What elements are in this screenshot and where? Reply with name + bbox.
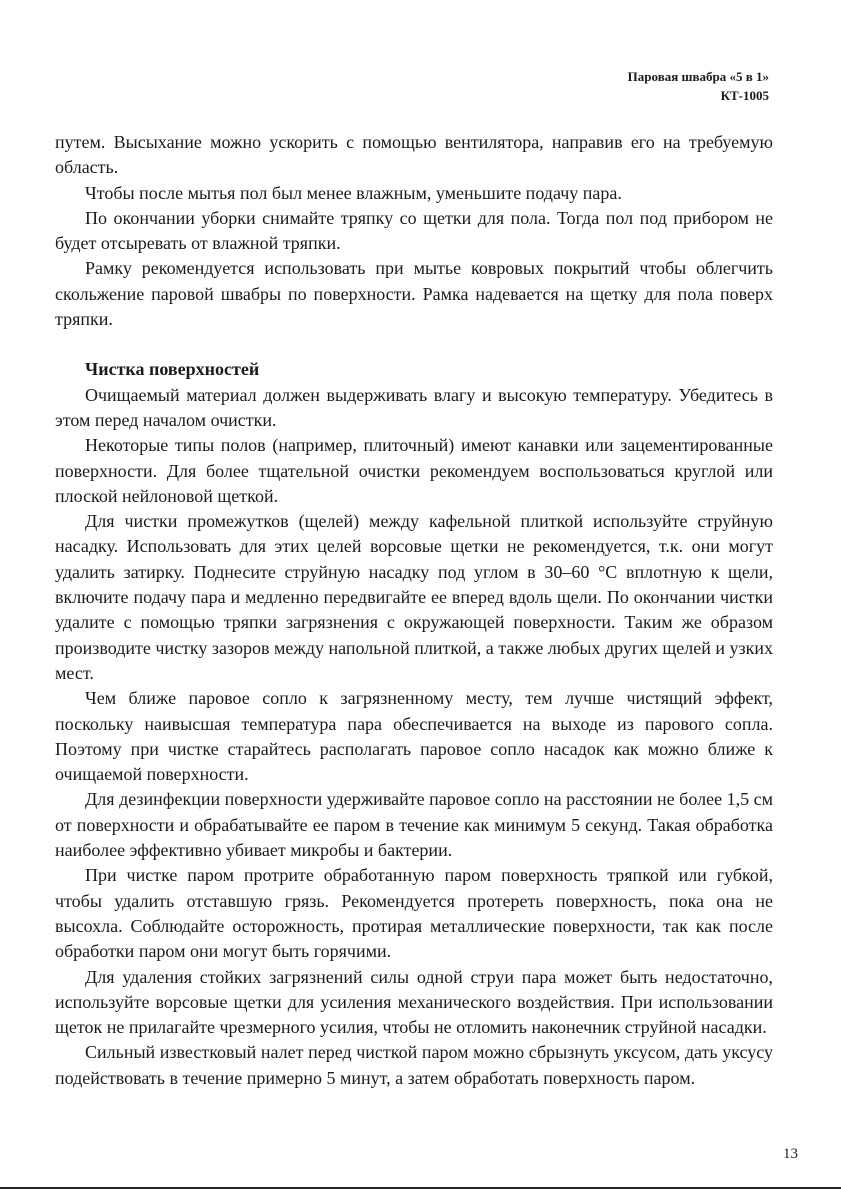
paragraph: Чтобы после мытья пол был менее влажным, уменьшите подачу пара.: [85, 182, 622, 203]
bottom-divider: [0, 1187, 841, 1189]
page-body: [55, 130, 773, 1091]
paragraph: Для чистки промежутков (щелей) между кафельной плиткой используйте струйную насадку. Использовать для этих целей ворсовые щетки не рекомендуется, т.к. они могут удалить затирку. Поднесите струйную насадку под углом в 30–60 °С вплотную к щели, включите подачу пара и медленно передвигайте ее вперед вдоль щели. По окончании чистки удалите с помощью тряпки загрязнения с окружающей поверхности. Таким же образом производите чистку зазоров между напольной плиткой, а также любых других щелей и узких мест.: [55, 511, 773, 683]
paragraph: Рамку рекомендуется использовать при мытье ковровых покрытий чтобы облегчить скольжение паровой швабры по поверхности. Рамка надевается на щетку для пола поверх тряпки.: [55, 258, 773, 330]
header-product-title: Паровая швабра «5 в 1»: [627, 69, 769, 84]
paragraph: Для удаления стойких загрязнений силы одной струи пара может быть недостаточно, используйте ворсовые щетки для усиления механического воздействия. При использовании щеток не прилагайте чрезмерного усилия, чтобы не отломить наконечник струйной насадки.: [55, 966, 773, 1038]
page-number: 13: [783, 1146, 798, 1162]
section-heading: Чистка поверхностей: [85, 359, 260, 380]
paragraph: Для дезинфекции поверхности удерживайте паровое сопло на расстоянии не более 1,5 см от поверхности и обрабатывайте ее паром в течение как минимум 5 секунд. Такая обработка наиболее эффективно убивает микробы и бактерии.: [55, 789, 773, 861]
paragraph: По окончании уборки снимайте тряпку со щетки для пола. Тогда пол под прибором не будет отсыревать от влажной тряпки.: [55, 207, 773, 254]
header-model-number: КТ-1005: [720, 88, 769, 103]
paragraph: Чем ближе паровое сопло к загрязненному месту, тем лучше чистящий эффект, поскольку наивысшая температура пара обеспечивается на выходе из парового сопла. Поэтому при чистке старайтесь располагать паровое сопло насадок как можно ближе к очищаемой поверхности.: [55, 688, 773, 785]
paragraph: путем. Высыхание можно ускорить с помощью вентилятора, направив его на требуемую область.: [55, 132, 773, 178]
paragraph: При чистке паром протрите обработанную паром поверхность тряпкой или губкой, чтобы удалить отставшую грязь. Рекомендуется протереть поверхность, пока она не высохла. Соблюдайте осторожность, протирая металлические поверхности, так как после обработки паром они могут быть горячими.: [55, 865, 773, 962]
paragraph: Некоторые типы полов (например, плиточный) имеют канавки или зацементированные поверхности. Для более тщательной очистки рекомендуем воспользоваться круглой или плоской нейлоновой щеткой.: [55, 435, 773, 506]
paragraph: Очищаемый материал должен выдерживать влагу и высокую температуру. Убедитесь в этом перед началом очистки.: [55, 384, 773, 430]
paragraph: Сильный известковый налет перед чисткой паром можно сбрызнуть уксусом, дать уксусу подействовать в течение примерно 5 минут, а затем обработать поверхность паром.: [55, 1042, 773, 1088]
running-header: [628, 67, 769, 105]
